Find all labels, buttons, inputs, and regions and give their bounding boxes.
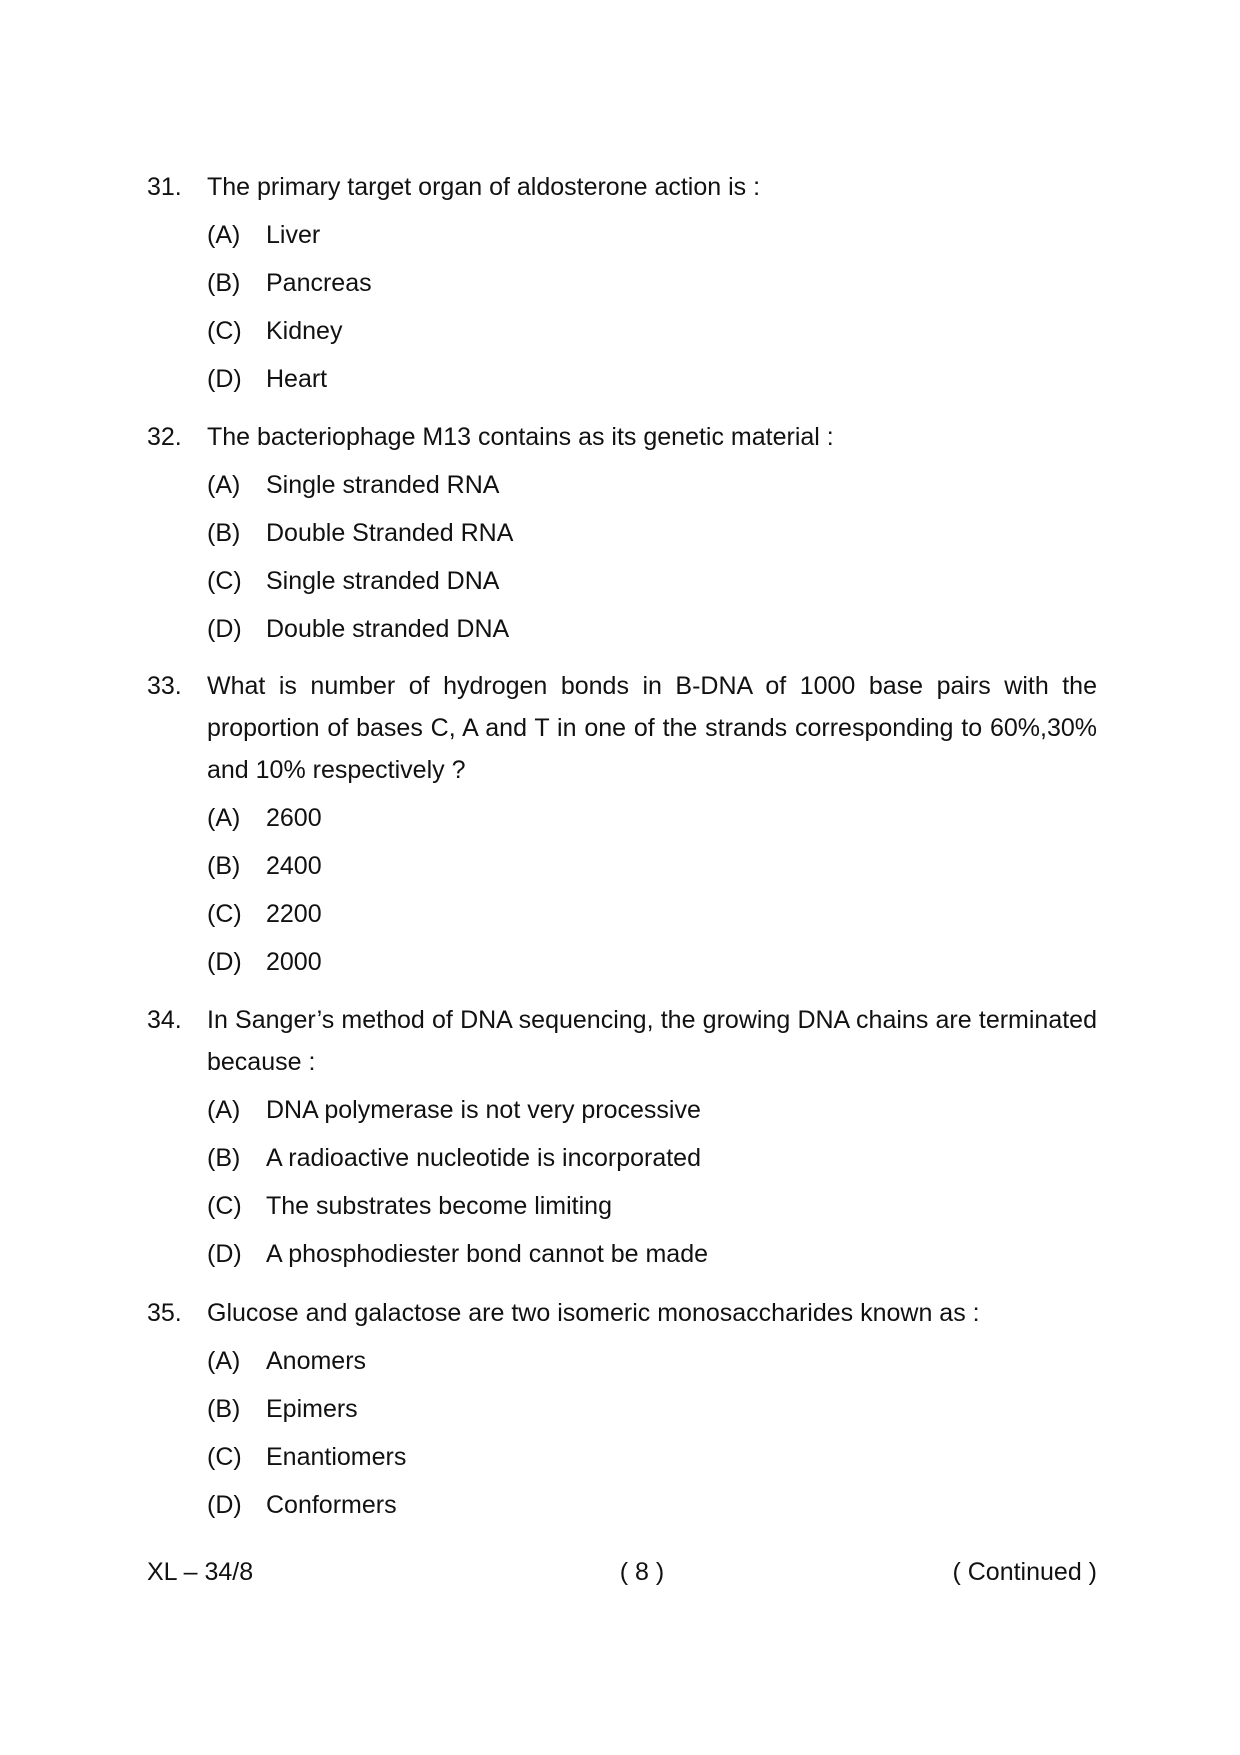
- option-d: [207, 1230, 1097, 1278]
- option-text: 2600: [266, 804, 322, 832]
- option-list: [207, 794, 1097, 986]
- option-label: (D): [207, 365, 242, 393]
- option-label: (B): [207, 1144, 241, 1172]
- option-b: [207, 1385, 1097, 1433]
- option-list: [207, 211, 1097, 403]
- question-32: [147, 416, 1097, 653]
- option-text: Single stranded DNA: [266, 567, 500, 595]
- option-text: Heart: [266, 365, 328, 393]
- question-33: [147, 665, 1097, 986]
- question-31: [147, 166, 1097, 403]
- option-text: 2200: [266, 900, 322, 928]
- option-d: [207, 1481, 1097, 1529]
- continued-note: ( Continued ): [952, 1558, 1097, 1586]
- option-label: (A): [207, 221, 241, 249]
- option-label: (A): [207, 804, 241, 832]
- option-d: [207, 355, 1097, 403]
- option-text: DNA polymerase is not very processive: [266, 1096, 701, 1124]
- option-label: (D): [207, 1491, 242, 1519]
- question-text: The primary target organ of aldosterone action is :: [207, 173, 761, 201]
- option-text: Double Stranded RNA: [266, 519, 514, 547]
- question-text: Glucose and galactose are two isomeric monosaccharides known as :: [207, 1299, 980, 1327]
- option-c: [207, 557, 1097, 605]
- option-text: Pancreas: [266, 269, 372, 297]
- option-label: (A): [207, 1347, 241, 1375]
- option-label: (C): [207, 1443, 242, 1471]
- option-label: (C): [207, 1192, 242, 1220]
- option-text: Conformers: [266, 1491, 397, 1519]
- option-text: A radioactive nucleotide is incorporated: [266, 1144, 701, 1172]
- option-b: [207, 1134, 1097, 1182]
- option-label: (C): [207, 317, 242, 345]
- option-label: (B): [207, 269, 241, 297]
- option-label: (B): [207, 519, 241, 547]
- option-a: [207, 461, 1097, 509]
- option-c: [207, 1182, 1097, 1230]
- option-text: A phosphodiester bond cannot be made: [266, 1240, 709, 1268]
- option-label: (D): [207, 615, 242, 643]
- option-text: Liver: [266, 221, 321, 249]
- question-number: 33.: [147, 672, 182, 700]
- paper-code: XL – 34/8: [147, 1558, 254, 1586]
- option-text: Kidney: [266, 317, 343, 345]
- option-label: (B): [207, 852, 241, 880]
- option-text: Anomers: [266, 1347, 367, 1375]
- option-d: [207, 605, 1097, 653]
- option-list: [207, 1086, 1097, 1278]
- option-b: [207, 509, 1097, 557]
- option-b: [207, 842, 1097, 890]
- option-label: (A): [207, 1096, 241, 1124]
- option-list: [207, 461, 1097, 653]
- option-a: [207, 1337, 1097, 1385]
- option-label: (D): [207, 948, 242, 976]
- option-c: [207, 890, 1097, 938]
- option-text: Epimers: [266, 1395, 358, 1423]
- question-34: [147, 999, 1097, 1278]
- option-text: The substrates become limiting: [266, 1192, 612, 1220]
- option-c: [207, 1433, 1097, 1481]
- option-a: [207, 211, 1097, 259]
- question-text: What is number of hydrogen bonds in B-DNA of 1000 base pairs with the proportion of bases C, A and T in one of the strands corresponding to 60%,30% and 10% respectively ?: [207, 672, 1097, 784]
- option-b: [207, 259, 1097, 307]
- option-c: [207, 307, 1097, 355]
- option-text: 2000: [266, 948, 322, 976]
- option-list: [207, 1337, 1097, 1529]
- question-text: The bacteriophage M13 contains as its genetic material :: [207, 423, 834, 451]
- option-text: Double stranded DNA: [266, 615, 510, 643]
- option-d: [207, 938, 1097, 986]
- option-label: (D): [207, 1240, 242, 1268]
- page-number: ( 8 ): [619, 1558, 665, 1586]
- option-label: (C): [207, 900, 242, 928]
- option-text: 2400: [266, 852, 322, 880]
- question-number: 31.: [147, 173, 182, 201]
- page-footer: [147, 1552, 1097, 1592]
- option-text: Enantiomers: [266, 1443, 407, 1471]
- option-text: Single stranded RNA: [266, 471, 500, 499]
- question-number: 34.: [147, 1006, 182, 1034]
- question-number: 35.: [147, 1299, 182, 1327]
- option-a: [207, 1086, 1097, 1134]
- option-label: (B): [207, 1395, 241, 1423]
- option-label: (C): [207, 567, 242, 595]
- question-35: [147, 1292, 1097, 1529]
- question-number: 32.: [147, 423, 182, 451]
- option-a: [207, 794, 1097, 842]
- option-label: (A): [207, 471, 241, 499]
- question-text: In Sanger’s method of DNA sequencing, the growing DNA chains are terminated because :: [207, 1006, 1097, 1076]
